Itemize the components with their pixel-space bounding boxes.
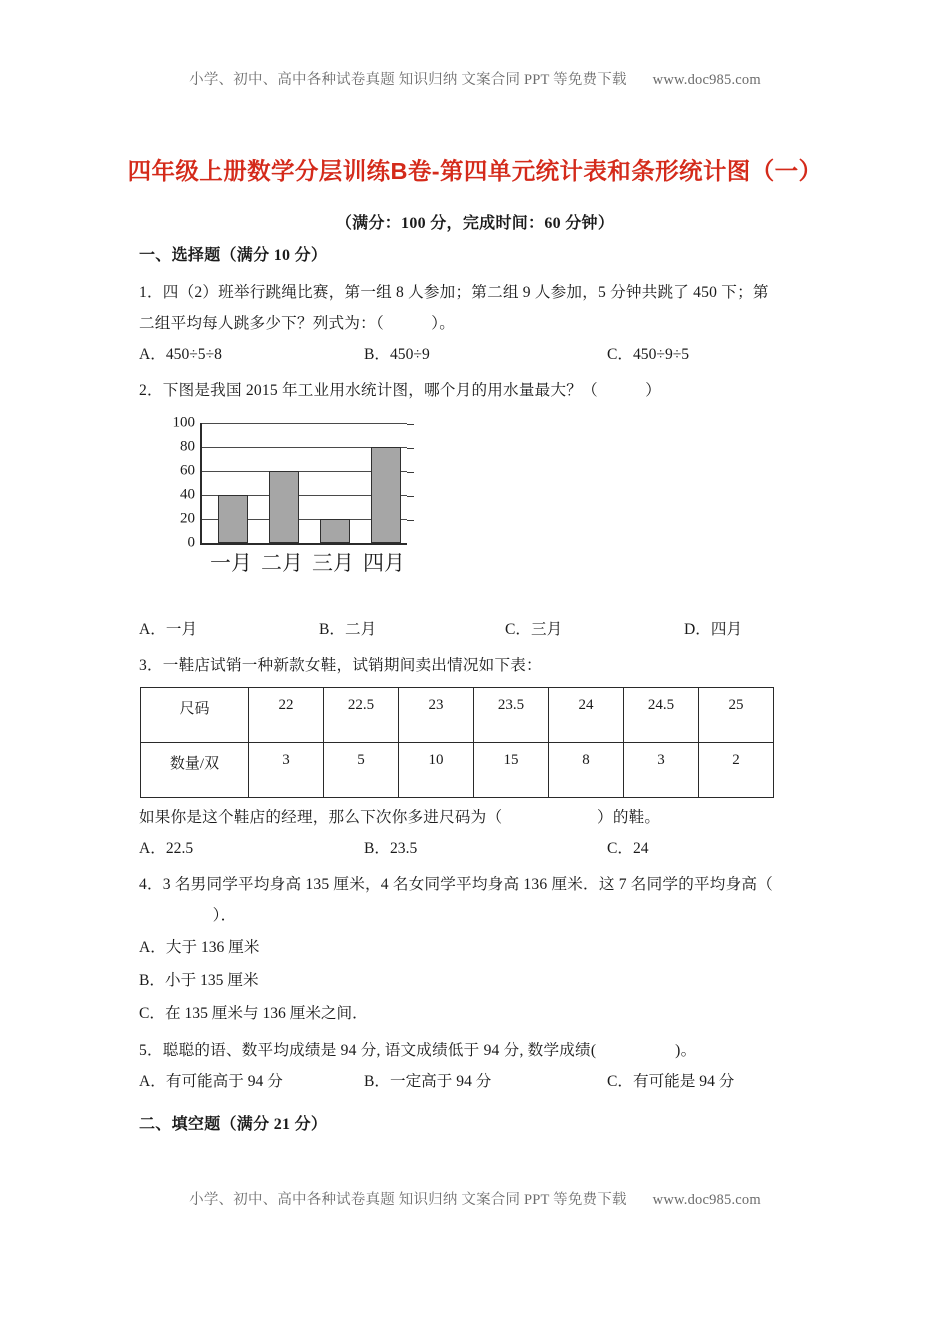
bar-mar — [320, 519, 350, 543]
watermark-url-bottom: www.doc985.com — [652, 1192, 761, 1208]
question-4-stem-line1: 4．3 名男同学平均身高 135 厘米，4 名女同学平均身高 136 厘米．这 7 名同学的平均身高（ — [139, 876, 773, 893]
question-3-stem-line1: 3．一鞋店试销一种新款女鞋，试销期间卖出情况如下表： — [139, 657, 542, 674]
y-tick-0: 0 — [187, 534, 195, 551]
question-1-option-c[interactable]: C．450÷9÷5 — [607, 346, 690, 363]
question-1-option-b[interactable]: B．450÷9 — [364, 346, 430, 363]
table-cell-qty-7: 2 — [699, 743, 774, 798]
question-5 — [139, 1035, 819, 1097]
table-cell-size-5: 24 — [549, 688, 624, 743]
gridline-100 — [202, 423, 407, 424]
y-tick-100: 100 — [172, 414, 195, 431]
section-heading-choice: 一、选择题（满分 10 分） — [139, 247, 328, 264]
question-2-stem-line1: 2．下图是我国 2015 年工业用水统计图，哪个月的用水量最大？（ ） — [139, 382, 661, 399]
question-5-option-a[interactable]: A．有可能高于 94 分 — [139, 1073, 283, 1090]
chart-y-axis — [153, 414, 195, 599]
chart-x-axis — [200, 548, 405, 582]
watermark-url-top: www.doc985.com — [652, 72, 761, 88]
x-label-feb: 二月 — [261, 551, 303, 575]
table-cell-size-1: 22 — [249, 688, 324, 743]
shoe-sales-table — [140, 687, 774, 798]
table-cell-qty-5: 8 — [549, 743, 624, 798]
table-row-header-quantity: 数量/双 — [141, 743, 249, 798]
question-1-stem-line1: 1．四（2）班举行跳绳比赛，第一组 8 人参加；第二组 9 人参加，5 分钟共跳了 450 下；第 — [139, 284, 769, 301]
question-1-option-a[interactable]: A．450÷5÷8 — [139, 346, 222, 363]
bar-feb — [269, 471, 299, 543]
question-2-options — [139, 614, 819, 645]
question-2 — [139, 375, 819, 645]
question-2-option-d[interactable]: D．四月 — [684, 621, 743, 638]
table-row-quantity — [141, 743, 774, 798]
table-cell-size-6: 24.5 — [624, 688, 699, 743]
watermark-text-bottom: 小学、初中、高中各种试卷真题 知识归纳 文案合同 PPT 等免费下载 — [189, 1192, 627, 1208]
table-cell-size-4: 23.5 — [474, 688, 549, 743]
question-2-option-a[interactable]: A．一月 — [139, 621, 198, 638]
question-5-stem-line1: 5．聪聪的语、数平均成绩是 94 分, 语文成绩低于 94 分, 数学成绩( )。 — [139, 1042, 697, 1059]
table-cell-size-7: 25 — [699, 688, 774, 743]
question-4-stem-line2: ）． — [181, 907, 237, 924]
question-1-options — [139, 339, 819, 370]
question-2-option-b[interactable]: B．二月 — [319, 621, 377, 638]
question-2-option-c[interactable]: C．三月 — [505, 621, 563, 638]
question-4-option-a[interactable]: A．大于 136 厘米 — [139, 939, 260, 956]
tick-mark-right-20 — [407, 520, 414, 521]
section-heading-fill-blank: 二、填空题（满分 21 分） — [139, 1116, 328, 1133]
table-cell-qty-6: 3 — [624, 743, 699, 798]
watermark-header — [0, 68, 950, 89]
y-tick-40: 40 — [180, 486, 195, 503]
question-4 — [139, 869, 819, 1030]
tick-mark-right-100 — [407, 424, 414, 425]
question-5-option-c[interactable]: C．有可能是 94 分 — [607, 1073, 735, 1090]
tick-mark-right-40 — [407, 496, 414, 497]
watermark-text: 小学、初中、高中各种试卷真题 知识归纳 文案合同 PPT 等免费下载 — [189, 72, 627, 88]
question-4-option-c[interactable]: C．在 135 厘米与 136 厘米之间． — [139, 1005, 368, 1022]
x-label-apr: 四月 — [363, 551, 405, 575]
page-title: 四年级上册数学分层训练B卷-第四单元统计表和条形统计图（一） — [127, 158, 823, 184]
chart-area — [153, 414, 423, 599]
watermark-footer — [0, 1188, 950, 1209]
question-3-options — [139, 833, 819, 864]
question-4-options — [139, 931, 819, 1030]
question-3-option-b[interactable]: B．23.5 — [364, 840, 418, 857]
question-3-followup: 如果你是这个鞋店的经理，那么下次你多进尺码为（ ）的鞋。 — [139, 809, 661, 826]
bar-jan — [218, 495, 248, 543]
chart-plot-area — [200, 423, 407, 545]
table-cell-size-2: 22.5 — [324, 688, 399, 743]
y-tick-80: 80 — [180, 438, 195, 455]
question-3 — [139, 650, 819, 864]
question-1 — [139, 277, 819, 370]
table-cell-qty-3: 10 — [399, 743, 474, 798]
table-cell-qty-4: 15 — [474, 743, 549, 798]
question-4-option-b[interactable]: B．小于 135 厘米 — [139, 972, 259, 989]
question-3-option-c[interactable]: C．24 — [607, 840, 649, 857]
question-5-options — [139, 1066, 819, 1097]
x-label-jan: 一月 — [210, 551, 252, 575]
table-cell-size-3: 23 — [399, 688, 474, 743]
tick-mark-right-80 — [407, 448, 414, 449]
y-tick-20: 20 — [180, 510, 195, 527]
page-subtitle: （满分：100 分，完成时间：60 分钟） — [335, 215, 615, 232]
x-label-mar: 三月 — [312, 551, 354, 575]
bar-apr — [371, 447, 401, 543]
water-usage-bar-chart — [139, 414, 819, 604]
table-row-header-size: 尺码 — [141, 688, 249, 743]
table-row-size — [141, 688, 774, 743]
question-5-option-b[interactable]: B．一定高于 94 分 — [364, 1073, 492, 1090]
document-content — [139, 242, 819, 1146]
y-tick-60: 60 — [180, 462, 195, 479]
question-1-stem-line2: 二组平均每人跳多少下？列式为：（ ）。 — [139, 315, 456, 332]
question-3-option-a[interactable]: A．22.5 — [139, 840, 194, 857]
tick-mark-right-60 — [407, 472, 414, 473]
table-cell-qty-1: 3 — [249, 743, 324, 798]
table-cell-qty-2: 5 — [324, 743, 399, 798]
